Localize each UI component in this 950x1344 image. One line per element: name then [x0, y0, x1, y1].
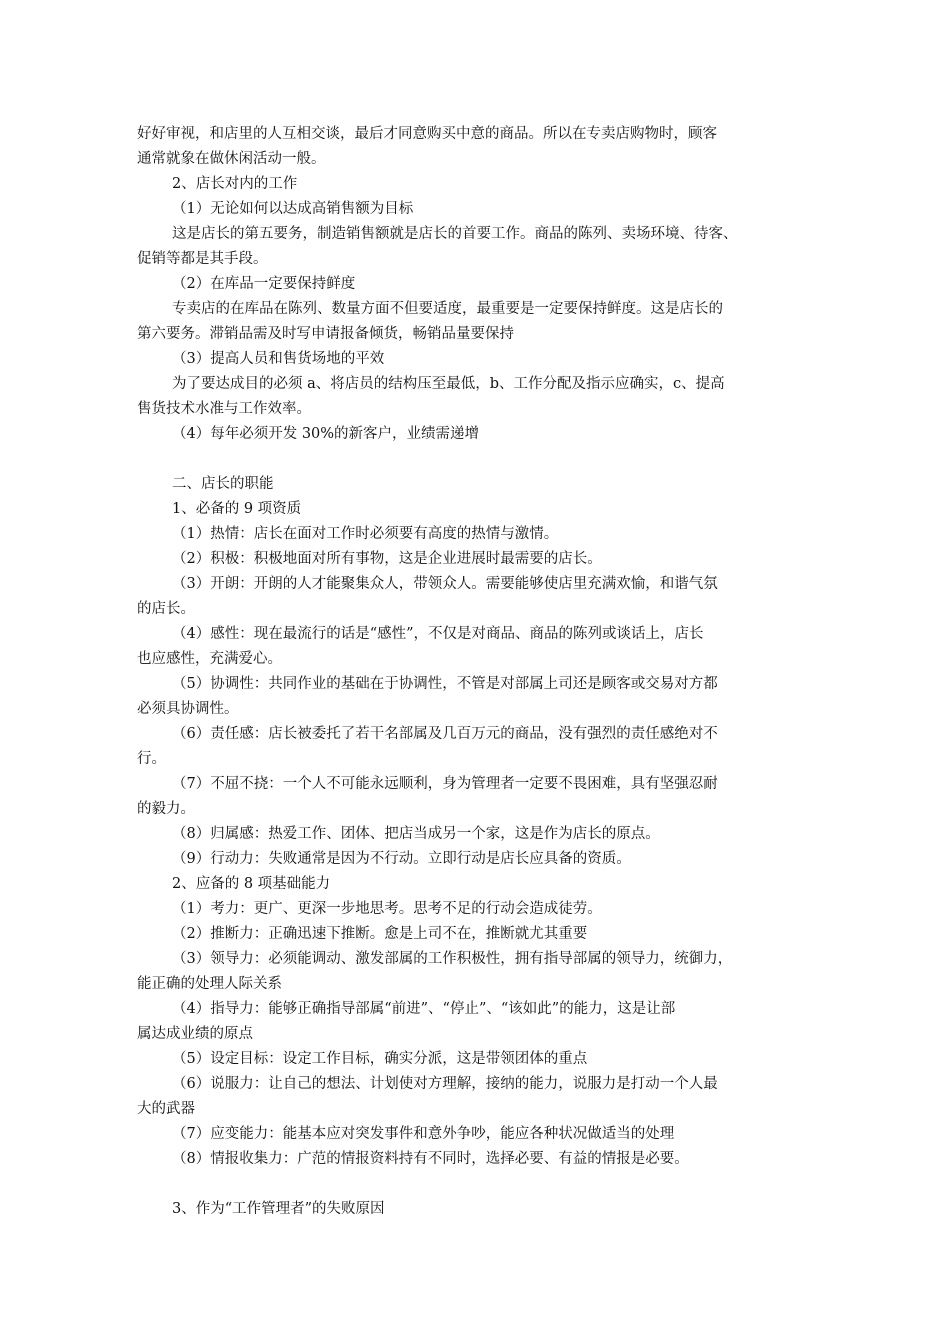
- text-line: 第六要务。滞销品需及时写申请报备倾货，畅销品量要保持: [137, 326, 514, 342]
- text-line: 必须具协调性。: [137, 701, 239, 717]
- text-line: 2、应备的 8 项基础能力: [172, 876, 331, 892]
- text-line: （2）推断力：正确迅速下推断。愈是上司不在，推断就尤其重要: [172, 926, 588, 942]
- text-line: 这是店长的第五要务，制造销售额就是店长的首要工作。商品的陈列、卖场环境、待客、: [172, 226, 738, 242]
- text-line: （3）开朗：开朗的人才能聚集众人，带领众人。需要能够使店里充满欢愉，和谐气氛: [172, 576, 718, 592]
- text-line: （2）积极：积极地面对所有事物，这是企业进展时最需要的店长。: [172, 551, 602, 567]
- text-line: 售货技术水准与工作效率。: [137, 401, 311, 417]
- text-line: 也应感性，充满爱心。: [137, 651, 282, 667]
- text-line: 1、必备的 9 项资质: [172, 501, 302, 517]
- text-line: （7）不屈不挠：一个人不可能永远顺利，身为管理者一定要不畏困难，具有坚强忍耐: [172, 776, 718, 792]
- text-line: 专卖店的在库品在陈列、数量方面不但要适度，最重要是一定要保持鲜度。这是店长的: [172, 301, 723, 317]
- text-line: （6）说服力：让自己的想法、计划使对方理解，接纳的能力，说服力是打动一个人最: [172, 1076, 718, 1092]
- text-line: （8）归属感：热爱工作、团体、把店当成另一个家，这是作为店长的原点。: [172, 826, 660, 842]
- text-line: 大的武器: [137, 1101, 195, 1117]
- text-line: （3）领导力：必须能调动、激发部属的工作积极性，拥有指导部属的领导力，统御力，: [172, 951, 733, 967]
- text-line: （4）指导力：能够正确指导部属“前进”、“停止”、“该如此”的能力，这是让部: [172, 1001, 676, 1017]
- text-line: 属达成业绩的原点: [137, 1026, 253, 1042]
- text-line: 好好审视，和店里的人互相交谈，最后才同意购买中意的商品。所以在专卖店购物时，顾客: [137, 126, 717, 142]
- text-line: （6）责任感：店长被委托了若干名部属及几百万元的商品，没有强烈的责任感绝对不: [172, 726, 718, 742]
- text-line: 通常就象在做休闲活动一般。: [137, 151, 326, 167]
- text-line: （9）行动力：失败通常是因为不行动。立即行动是店长应具备的资质。: [172, 851, 631, 867]
- text-line: （7）应变能力：能基本应对突发事件和意外争吵，能应各种状况做适当的处理: [172, 1126, 675, 1142]
- text-line: （1）热情：店长在面对工作时必须要有高度的热情与激情。: [172, 526, 559, 542]
- text-line: 为了要达成目的必须 a、将店员的结构压至最低，b、工作分配及指示应确实，c、提高: [172, 376, 725, 392]
- text-line: （3）提高人员和售货场地的平效: [172, 351, 385, 367]
- text-line: （5）协调性：共同作业的基础在于协调性，不管是对部属上司还是顾客或交易对方都: [172, 676, 718, 692]
- document-page: [137, 122, 817, 1222]
- text-line: 的店长。: [137, 601, 195, 617]
- text-line: （1）考力：更广、更深一步地思考。思考不足的行动会造成徒劳。: [172, 901, 602, 917]
- blank-line: [137, 1172, 817, 1197]
- text-line: 能正确的处理人际关系: [137, 976, 282, 992]
- text-line: （2）在库品一定要保持鲜度: [172, 276, 356, 292]
- text-line: 行。: [137, 751, 166, 767]
- text-line: 3、作为“工作管理者”的失败原因: [172, 1201, 385, 1217]
- text-line: （4）每年必须开发 30%的新客户，业绩需递增: [172, 426, 480, 442]
- text-line: （5）设定目标：设定工作目标，确实分派，这是带领团体的重点: [172, 1051, 588, 1067]
- text-line: 促销等都是其手段。: [137, 251, 268, 267]
- text-line: （1）无论如何以达成高销售额为目标: [172, 201, 414, 217]
- text-line: 2、店长对内的工作: [172, 176, 298, 192]
- text-line: 二、店长的职能: [172, 476, 274, 492]
- text-line: 的毅力。: [137, 801, 195, 817]
- text-line: （4）感性：现在最流行的话是“感性”，不仅是对商品、商品的陈列或谈话上，店长: [172, 626, 704, 642]
- blank-line: [137, 447, 817, 472]
- text-line: （8）情报收集力：广范的情报资料持有不同时，选择必要、有益的情报是必要。: [172, 1151, 689, 1167]
